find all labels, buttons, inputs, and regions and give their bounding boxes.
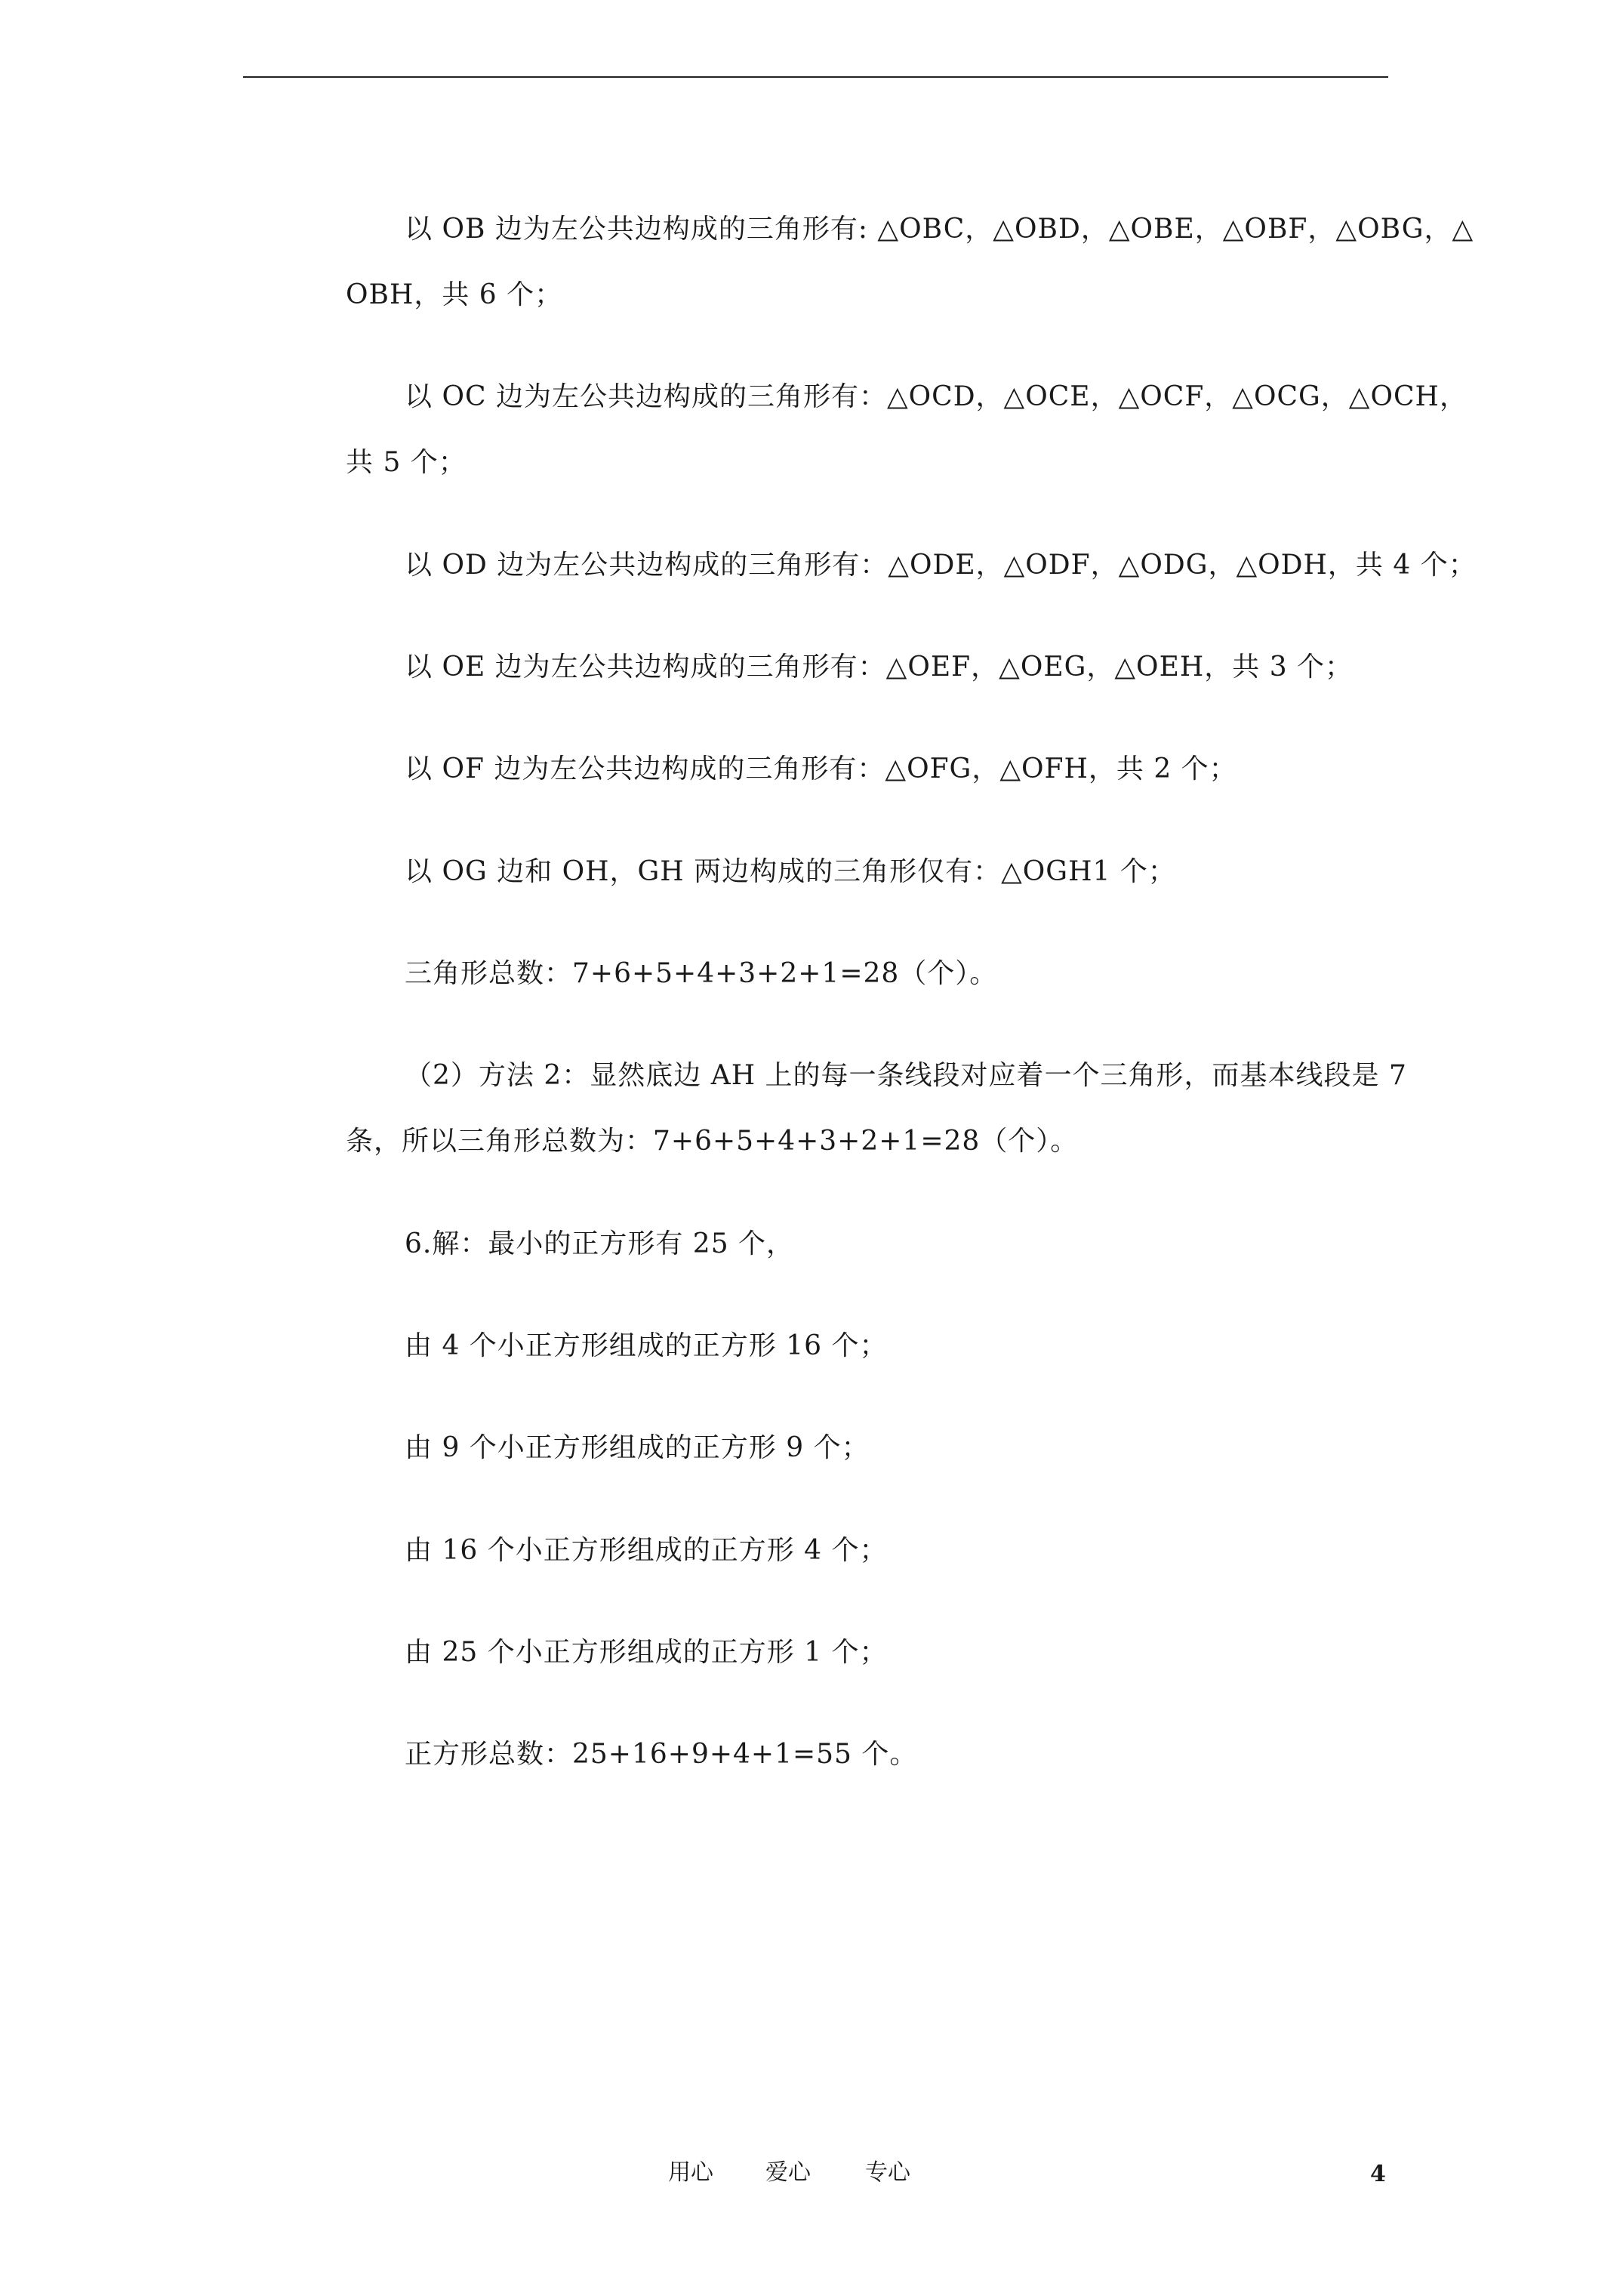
- text-line: 由 16 个小正方形组成的正方形 4 个；: [405, 1535, 888, 1566]
- text-line: 以 OG 边和 OH，GH 两边构成的三角形仅有：△OGH1 个；: [405, 856, 1176, 887]
- text-line: 以 OE 边为左公共边构成的三角形有：△OEF，△OEG，△OEH，共 3 个；: [405, 652, 1354, 683]
- text-line: 6.解：最小的正方形有 25 个，: [405, 1228, 795, 1259]
- text-line: 共 5 个；: [346, 447, 467, 478]
- text-line: OBH，共 6 个；: [346, 279, 563, 310]
- text-line: 以 OC 边为左公共边构成的三角形有：△OCD，△OCE，△OCF，△OCG，△OCH，: [405, 381, 1467, 412]
- footer-middle: 爱心: [765, 2159, 811, 2186]
- text-line: 条，所以三角形总数为：7+6+5+4+3+2+1=28（个）。: [346, 1126, 1079, 1157]
- text-line: 由 25 个小正方形组成的正方形 1 个；: [405, 1637, 888, 1668]
- text-line: 以 OD 边为左公共边构成的三角形有：△ODE，△ODF，△ODG，△ODH，共 4 个；: [405, 550, 1477, 581]
- footer-left: 用心: [668, 2159, 713, 2186]
- text-line: 以 OF 边为左公共边构成的三角形有：△OFG，△OFH，共 2 个；: [405, 754, 1237, 784]
- text-line: 三角形总数：7+6+5+4+3+2+1=28（个）。: [405, 958, 998, 989]
- text-line: 以 OB 边为左公共边构成的三角形有: △OBC，△OBD，△OBE，△OBF，△OBG，△: [405, 214, 1474, 245]
- text-line: 由 4 个小正方形组成的正方形 16 个；: [405, 1330, 888, 1361]
- page-number: 4: [1370, 2161, 1386, 2187]
- text-line: 正方形总数：25+16+9+4+1=55 个。: [405, 1739, 918, 1770]
- text-line: （2）方法 2：显然底边 AH 上的每一条线段对应着一个三角形，而基本线段是 7: [405, 1060, 1407, 1091]
- text-line: 由 9 个小正方形组成的正方形 9 个；: [405, 1432, 870, 1463]
- footer-right: 专心: [865, 2159, 910, 2186]
